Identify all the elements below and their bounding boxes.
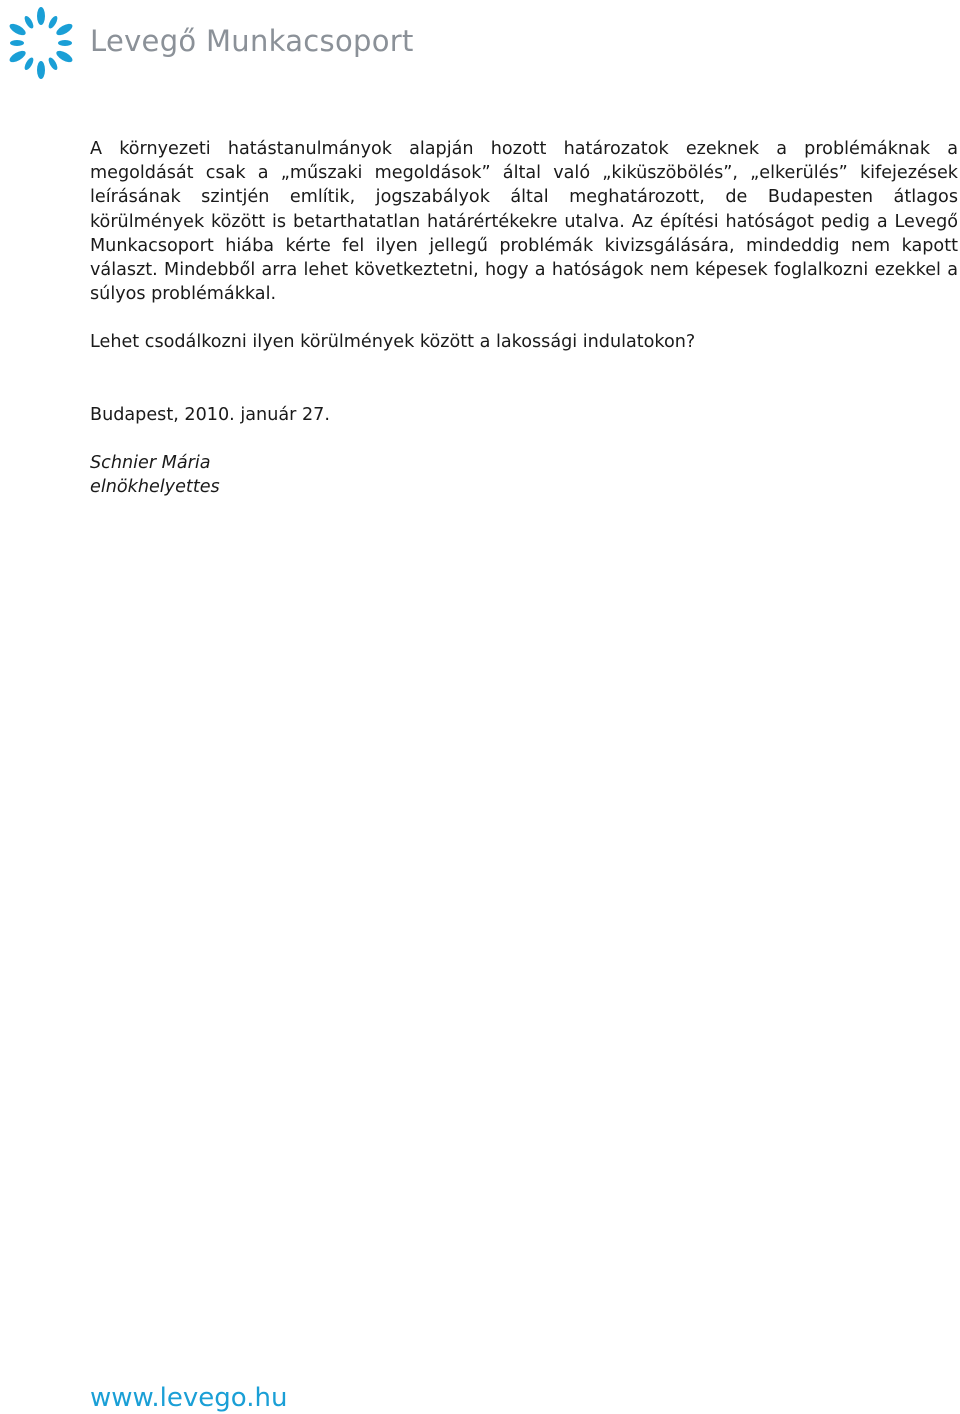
snowflake-logo-icon: [2, 4, 80, 82]
main-paragraph: A környezeti hatástanulmányok alapján hozott határozatok ezeknek a problémáknak a megoldását csak a „műszaki megoldások” által való „kiküszöbölés”, „elkerülés” kifejezések leírásának szintjén említik, jogszabályok által meghatározott, de Budapesten átlagos körülmények között is betarthatatlan határértékekre utalva. Az építési hatóságot pedig a Levegő Munkacsoport hiába kérte fel ilyen jellegű problémák kivizsgálására, mindeddig nem kapott választ. Mindebből arra lehet következtetni, hogy a hatóságok nem képesek foglalkozni ezekkel a súlyos problémákkal.: [90, 139, 958, 305]
website-link[interactable]: www.levego.hu: [90, 1383, 288, 1413]
date-line: Budapest, 2010. január 27.: [90, 404, 330, 425]
signature-block: [90, 451, 958, 499]
logo-wordmark: Levegő Munkacsoport: [90, 24, 414, 58]
signature-name: Schnier Mária: [90, 452, 211, 473]
signature-title: elnökhelyettes: [90, 477, 220, 498]
letter-body: [90, 137, 958, 499]
closing-question: Lehet csodálkozni ilyen körülmények között a lakossági indulatokon?: [90, 332, 696, 353]
letterhead: [0, 0, 420, 90]
